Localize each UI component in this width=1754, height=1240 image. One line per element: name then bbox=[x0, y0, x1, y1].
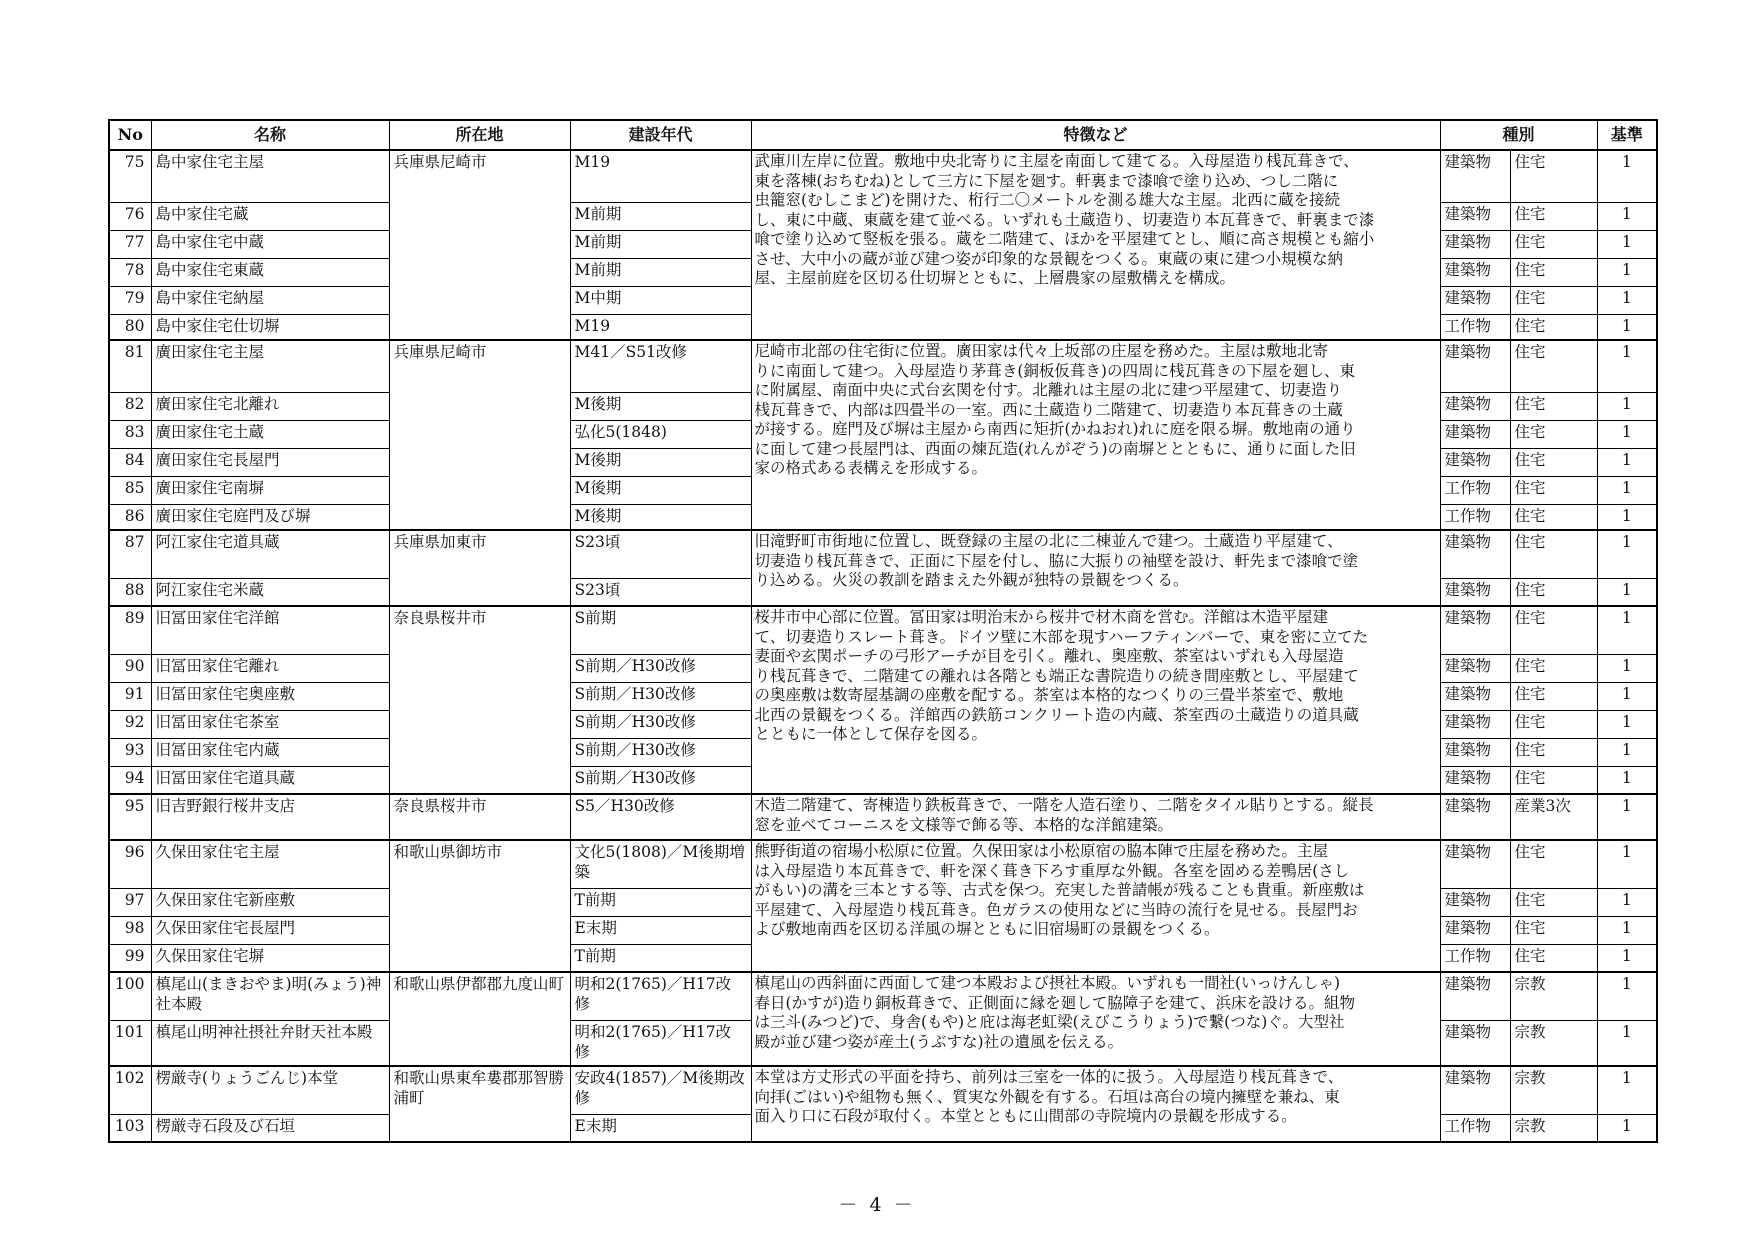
row-name: 旧冨田家住宅離れ bbox=[151, 654, 389, 682]
row-no: 101 bbox=[109, 1020, 151, 1066]
row-criteria: 1 bbox=[1597, 286, 1657, 314]
header-features: 特徴など bbox=[751, 120, 1440, 150]
row-name: 楞厳寺(りょうごんじ)本堂 bbox=[151, 1066, 389, 1114]
row-era: E末期 bbox=[570, 1114, 751, 1142]
row-location: 和歌山県東牟婁郡那智勝浦町 bbox=[389, 1066, 570, 1142]
row-type1: 工作物 bbox=[1440, 314, 1510, 340]
row-criteria: 1 bbox=[1597, 766, 1657, 794]
row-no: 95 bbox=[109, 794, 151, 840]
header-row bbox=[109, 120, 1657, 150]
row-features: 尼崎市北部の住宅街に位置。廣田家は代々上坂部の庄屋を務めた。主屋は敷地北寄 りに南面して建つ。入母屋造り茅葺き(銅板仮葺き)の四周に桟瓦葺きの下屋を廻し、東 に附属屋、南面中央に式台玄関を付す。北離れは主屋の北に建つ平屋建て、切妻造り 桟瓦葺きで、内部は四畳半の一室。西に土蔵造り二階建て、切妻造り本瓦葺きの土蔵 が接する。庭門及び塀は主屋から南西に矩折(かねおれ)れに庭を限る塀。敷地南の通り に面して建つ長屋門は、西面の煉瓦造(れんがぞう)の南塀ととともに、通りに面した旧 家の格式ある表構えを形成する。 bbox=[751, 340, 1440, 530]
row-type2: 住宅 bbox=[1510, 150, 1597, 202]
row-location: 兵庫県加東市 bbox=[389, 530, 570, 606]
row-criteria: 1 bbox=[1597, 654, 1657, 682]
row-name: 久保田家住宅新座敷 bbox=[151, 888, 389, 916]
row-era: M19 bbox=[570, 150, 751, 202]
row-era: T前期 bbox=[570, 888, 751, 916]
row-era: 明和2(1765)／H17改修 bbox=[570, 1020, 751, 1066]
row-no: 92 bbox=[109, 710, 151, 738]
row-type1: 建築物 bbox=[1440, 286, 1510, 314]
row-no: 88 bbox=[109, 578, 151, 606]
row-criteria: 1 bbox=[1597, 150, 1657, 202]
row-no: 89 bbox=[109, 606, 151, 654]
header-name: 名称 bbox=[151, 120, 389, 150]
row-type1: 建築物 bbox=[1440, 766, 1510, 794]
row-name: 廣田家住宅主屋 bbox=[151, 340, 389, 392]
row-type2: 宗教 bbox=[1510, 1114, 1597, 1142]
row-name: 旧冨田家住宅奥座敷 bbox=[151, 682, 389, 710]
row-name: 楞厳寺石段及び石垣 bbox=[151, 1114, 389, 1142]
row-no: 79 bbox=[109, 286, 151, 314]
row-name: 廣田家住宅土蔵 bbox=[151, 420, 389, 448]
row-era: T前期 bbox=[570, 944, 751, 972]
row-no: 87 bbox=[109, 530, 151, 578]
row-era: M前期 bbox=[570, 230, 751, 258]
row-type2: 住宅 bbox=[1510, 392, 1597, 420]
row-name: 阿江家住宅道具蔵 bbox=[151, 530, 389, 578]
row-no: 102 bbox=[109, 1066, 151, 1114]
row-type2: 住宅 bbox=[1510, 476, 1597, 504]
row-criteria: 1 bbox=[1597, 340, 1657, 392]
row-type1: 建築物 bbox=[1440, 972, 1510, 1020]
row-type2: 住宅 bbox=[1510, 286, 1597, 314]
row-no: 78 bbox=[109, 258, 151, 286]
row-type2: 住宅 bbox=[1510, 230, 1597, 258]
row-era: S前期／H30改修 bbox=[570, 766, 751, 794]
row-criteria: 1 bbox=[1597, 710, 1657, 738]
row-type1: 建築物 bbox=[1440, 448, 1510, 476]
row-type1: 建築物 bbox=[1440, 654, 1510, 682]
row-criteria: 1 bbox=[1597, 738, 1657, 766]
row-name: 久保田家住宅長屋門 bbox=[151, 916, 389, 944]
row-name: 旧冨田家住宅内蔵 bbox=[151, 738, 389, 766]
row-type1: 建築物 bbox=[1440, 392, 1510, 420]
row-type1: 建築物 bbox=[1440, 258, 1510, 286]
row-era: 弘化5(1848) bbox=[570, 420, 751, 448]
row-no: 86 bbox=[109, 504, 151, 530]
heritage-table bbox=[108, 119, 1658, 1143]
row-no: 94 bbox=[109, 766, 151, 794]
row-type1: 工作物 bbox=[1440, 1114, 1510, 1142]
row-type2: 宗教 bbox=[1510, 1066, 1597, 1114]
row-name: 島中家住宅東蔵 bbox=[151, 258, 389, 286]
row-name: 槙尾山(まきおやま)明(みょう)神社本殿 bbox=[151, 972, 389, 1020]
row-features: 熊野街道の宿場小松原に位置。久保田家は小松原宿の脇本陣で庄屋を務めた。主屋 は入母屋造り本瓦葺きで、軒を深く葺き下ろす重厚な外観。各室を固める差鴨居(さし がもい)の溝を三本とする等、古式を保つ。充実した普請帳が残ることも貴重。新座敷は 平屋建て、入母屋造り桟瓦葺き。色ガラスの使用などに当時の流行を見せる。長屋門お よび敷地南西を区切る洋風の塀とともに旧宿場町の景観をつくる。 bbox=[751, 840, 1440, 972]
row-location: 奈良県桜井市 bbox=[389, 794, 570, 840]
row-features: 桜井市中心部に位置。冨田家は明治末から桜井で材木商を営む。洋館は木造平屋建 て、切妻造りスレート葺き。ドイツ壁に木部を現すハーフティンバーで、東を密に立てた 妻面や玄関ポーチの弓形アーチが目を引く。離れ、奥座敷、茶室はいずれも入母屋造 り桟瓦葺きで、二階建ての離れは各階とも端正な書院造りの続き間座敷とし、平屋建て の奥座敷は数寄屋基調の座敷を配する。茶室は本格的なつくりの三畳半茶室で、敷地 北西の景観をつくる。洋館西の鉄筋コンクリート造の内蔵、茶室西の土蔵造りの道具蔵 とともに一体として保存を図る。 bbox=[751, 606, 1440, 794]
row-name: 廣田家住宅南塀 bbox=[151, 476, 389, 504]
row-no: 90 bbox=[109, 654, 151, 682]
row-criteria: 1 bbox=[1597, 314, 1657, 340]
row-type1: 建築物 bbox=[1440, 230, 1510, 258]
row-criteria: 1 bbox=[1597, 258, 1657, 286]
row-era: S前期／H30改修 bbox=[570, 738, 751, 766]
row-location: 和歌山県伊都郡九度山町 bbox=[389, 972, 570, 1066]
row-no: 103 bbox=[109, 1114, 151, 1142]
row-no: 83 bbox=[109, 420, 151, 448]
page-number: － 4 － bbox=[838, 1194, 916, 1216]
row-name: 久保田家住宅塀 bbox=[151, 944, 389, 972]
row-no: 80 bbox=[109, 314, 151, 340]
row-no: 77 bbox=[109, 230, 151, 258]
row-type1: 建築物 bbox=[1440, 606, 1510, 654]
row-type1: 建築物 bbox=[1440, 710, 1510, 738]
row-name: 島中家住宅中蔵 bbox=[151, 230, 389, 258]
row-name: 廣田家住宅庭門及び塀 bbox=[151, 504, 389, 530]
row-era: S前期／H30改修 bbox=[570, 654, 751, 682]
row-name: 廣田家住宅北離れ bbox=[151, 392, 389, 420]
row-era: 明和2(1765)／H17改修 bbox=[570, 972, 751, 1020]
row-criteria: 1 bbox=[1597, 606, 1657, 654]
row-no: 91 bbox=[109, 682, 151, 710]
row-type2: 宗教 bbox=[1510, 972, 1597, 1020]
row-era: S23頃 bbox=[570, 530, 751, 578]
row-name: 久保田家住宅主屋 bbox=[151, 840, 389, 888]
row-type2: 住宅 bbox=[1510, 340, 1597, 392]
row-type1: 建築物 bbox=[1440, 202, 1510, 230]
row-criteria: 1 bbox=[1597, 230, 1657, 258]
table-row bbox=[109, 340, 1657, 392]
row-era: S23頃 bbox=[570, 578, 751, 606]
row-name: 島中家住宅納屋 bbox=[151, 286, 389, 314]
row-criteria: 1 bbox=[1597, 202, 1657, 230]
row-type1: 建築物 bbox=[1440, 738, 1510, 766]
row-no: 100 bbox=[109, 972, 151, 1020]
row-criteria: 1 bbox=[1597, 888, 1657, 916]
row-criteria: 1 bbox=[1597, 840, 1657, 888]
row-location: 兵庫県尼崎市 bbox=[389, 150, 570, 340]
row-type1: 建築物 bbox=[1440, 1020, 1510, 1066]
row-no: 93 bbox=[109, 738, 151, 766]
row-criteria: 1 bbox=[1597, 944, 1657, 972]
row-no: 75 bbox=[109, 150, 151, 202]
row-criteria: 1 bbox=[1597, 476, 1657, 504]
header-location: 所在地 bbox=[389, 120, 570, 150]
row-name: 旧冨田家住宅茶室 bbox=[151, 710, 389, 738]
row-type1: 建築物 bbox=[1440, 840, 1510, 888]
row-criteria: 1 bbox=[1597, 578, 1657, 606]
row-type2: 住宅 bbox=[1510, 766, 1597, 794]
row-era: 安政4(1857)／M後期改修 bbox=[570, 1066, 751, 1114]
row-type2: 住宅 bbox=[1510, 738, 1597, 766]
row-criteria: 1 bbox=[1597, 504, 1657, 530]
row-era: S前期 bbox=[570, 606, 751, 654]
table-row bbox=[109, 1066, 1657, 1114]
row-criteria: 1 bbox=[1597, 420, 1657, 448]
row-no: 76 bbox=[109, 202, 151, 230]
row-era: S前期／H30改修 bbox=[570, 682, 751, 710]
row-era: E末期 bbox=[570, 916, 751, 944]
row-era: M後期 bbox=[570, 476, 751, 504]
row-criteria: 1 bbox=[1597, 682, 1657, 710]
row-type1: 建築物 bbox=[1440, 794, 1510, 840]
row-era: S5／H30改修 bbox=[570, 794, 751, 840]
row-location: 和歌山県御坊市 bbox=[389, 840, 570, 972]
row-no: 85 bbox=[109, 476, 151, 504]
row-type2: 住宅 bbox=[1510, 888, 1597, 916]
table-row bbox=[109, 972, 1657, 1020]
row-criteria: 1 bbox=[1597, 1066, 1657, 1114]
table-row bbox=[109, 840, 1657, 888]
row-features: 槙尾山の西斜面に西面して建つ本殿および摂社本殿。いずれも一間社(いっけんしゃ) 春日(かすが)造り銅板葺きで、正側面に縁を廻して脇障子を建て、浜床を設ける。組物 は三斗(みつど)で、身舎(もや)と庇は海老虹梁(えびこうりょう)で繋(つな)ぐ。大型社 殿が並び建つ姿が産土(うぶすな)社の遺風を伝える。 bbox=[751, 972, 1440, 1066]
row-type2: 住宅 bbox=[1510, 314, 1597, 340]
row-type2: 住宅 bbox=[1510, 504, 1597, 530]
row-no: 98 bbox=[109, 916, 151, 944]
row-type1: 建築物 bbox=[1440, 340, 1510, 392]
row-type1: 建築物 bbox=[1440, 420, 1510, 448]
row-criteria: 1 bbox=[1597, 392, 1657, 420]
row-type2: 住宅 bbox=[1510, 202, 1597, 230]
row-type1: 工作物 bbox=[1440, 944, 1510, 972]
row-type1: 工作物 bbox=[1440, 504, 1510, 530]
row-era: M前期 bbox=[570, 202, 751, 230]
row-name: 島中家住宅蔵 bbox=[151, 202, 389, 230]
row-features: 木造二階建て、寄棟造り鉄板葺きで、一階を人造石塗り、二階をタイル貼りとする。縦長 窓を並べてコーニスを文様等で飾る等、本格的な洋館建築。 bbox=[751, 794, 1440, 840]
table-row bbox=[109, 794, 1657, 840]
row-type2: 宗教 bbox=[1510, 1020, 1597, 1066]
table-row bbox=[109, 150, 1657, 202]
row-criteria: 1 bbox=[1597, 1114, 1657, 1142]
row-type1: 建築物 bbox=[1440, 530, 1510, 578]
header-no: No bbox=[109, 120, 151, 150]
row-no: 96 bbox=[109, 840, 151, 888]
row-era: M後期 bbox=[570, 504, 751, 530]
row-era: M前期 bbox=[570, 258, 751, 286]
row-type2: 住宅 bbox=[1510, 420, 1597, 448]
row-criteria: 1 bbox=[1597, 972, 1657, 1020]
row-type1: 建築物 bbox=[1440, 916, 1510, 944]
row-no: 97 bbox=[109, 888, 151, 916]
row-name: 槙尾山明神社摂社弁財天社本殿 bbox=[151, 1020, 389, 1066]
row-type2: 住宅 bbox=[1510, 578, 1597, 606]
row-type1: 建築物 bbox=[1440, 1066, 1510, 1114]
row-era: M後期 bbox=[570, 448, 751, 476]
row-no: 99 bbox=[109, 944, 151, 972]
row-type2: 住宅 bbox=[1510, 448, 1597, 476]
row-features: 武庫川左岸に位置。敷地中央北寄りに主屋を南面して建てる。入母屋造り桟瓦葺きで、 東を落棟(おちむね)として三方に下屋を廻す。軒裏まで漆喰で塗り込め、つし二階に 虫籠窓(むしこまど)を開けた、桁行二〇メートルを測る雄大な主屋。北西に蔵を接続 し、東に中蔵、東蔵を建て並べる。いずれも土蔵造り、切妻造り本瓦葺きで、軒裏まで漆 喰で塗り込めて竪板を張る。蔵を二階建て、ほかを平屋建てとし、順に高さ規模とも縮小 させ、大中小の蔵が並び建つ姿が印象的な景観をつくる。東蔵の東に建つ小規模な納 屋、主屋前庭を区切る仕切塀とともに、上層農家の屋敷構えを構成。 bbox=[751, 150, 1440, 340]
row-location: 奈良県桜井市 bbox=[389, 606, 570, 794]
row-type1: 工作物 bbox=[1440, 476, 1510, 504]
row-era: M19 bbox=[570, 314, 751, 340]
row-criteria: 1 bbox=[1597, 448, 1657, 476]
row-type1: 建築物 bbox=[1440, 682, 1510, 710]
row-type1: 建築物 bbox=[1440, 888, 1510, 916]
row-era: 文化5(1808)／M後期増築 bbox=[570, 840, 751, 888]
row-name: 旧冨田家住宅道具蔵 bbox=[151, 766, 389, 794]
row-features: 本堂は方丈形式の平面を持ち、前列は三室を一体的に扱う。入母屋造り桟瓦葺きで、 向拝(ごはい)や組物も無く、質実な外観を有する。石垣は高台の境内擁壁を兼ね、東 面入り口に石段が取付く。本堂とともに山間部の寺院境内の景観を形成する。 bbox=[751, 1066, 1440, 1142]
row-era: M中期 bbox=[570, 286, 751, 314]
row-name: 阿江家住宅米蔵 bbox=[151, 578, 389, 606]
table-row bbox=[109, 606, 1657, 654]
row-type2: 住宅 bbox=[1510, 840, 1597, 888]
row-type2: 住宅 bbox=[1510, 606, 1597, 654]
row-type2: 住宅 bbox=[1510, 258, 1597, 286]
row-name: 旧吉野銀行桜井支店 bbox=[151, 794, 389, 840]
row-type2: 住宅 bbox=[1510, 710, 1597, 738]
row-location: 兵庫県尼崎市 bbox=[389, 340, 570, 530]
row-type1: 建築物 bbox=[1440, 578, 1510, 606]
header-era: 建設年代 bbox=[570, 120, 751, 150]
row-features: 旧滝野町市街地に位置し、既登録の主屋の北に二棟並んで建つ。土蔵造り平屋建て、 切妻造り桟瓦葺きで、正面に下屋を付し、脇に大振りの袖壁を設け、軒先まで漆喰で塗 り込める。火災の教訓を踏まえた外観が独特の景観をつくる。 bbox=[751, 530, 1440, 606]
row-criteria: 1 bbox=[1597, 530, 1657, 578]
row-type2: 産業3次 bbox=[1510, 794, 1597, 840]
row-type2: 住宅 bbox=[1510, 654, 1597, 682]
row-name: 島中家住宅仕切塀 bbox=[151, 314, 389, 340]
header-criteria: 基準 bbox=[1597, 120, 1657, 150]
row-era: S前期／H30改修 bbox=[570, 710, 751, 738]
row-type2: 住宅 bbox=[1510, 916, 1597, 944]
row-no: 81 bbox=[109, 340, 151, 392]
row-name: 旧冨田家住宅洋館 bbox=[151, 606, 389, 654]
row-era: M後期 bbox=[570, 392, 751, 420]
row-name: 島中家住宅主屋 bbox=[151, 150, 389, 202]
row-name: 廣田家住宅長屋門 bbox=[151, 448, 389, 476]
row-no: 84 bbox=[109, 448, 151, 476]
row-type2: 住宅 bbox=[1510, 682, 1597, 710]
row-type2: 住宅 bbox=[1510, 530, 1597, 578]
row-type2: 住宅 bbox=[1510, 944, 1597, 972]
row-type1: 建築物 bbox=[1440, 150, 1510, 202]
row-era: M41／S51改修 bbox=[570, 340, 751, 392]
row-criteria: 1 bbox=[1597, 916, 1657, 944]
row-criteria: 1 bbox=[1597, 1020, 1657, 1066]
header-type: 種別 bbox=[1440, 120, 1597, 150]
row-no: 82 bbox=[109, 392, 151, 420]
table-row bbox=[109, 530, 1657, 578]
row-criteria: 1 bbox=[1597, 794, 1657, 840]
